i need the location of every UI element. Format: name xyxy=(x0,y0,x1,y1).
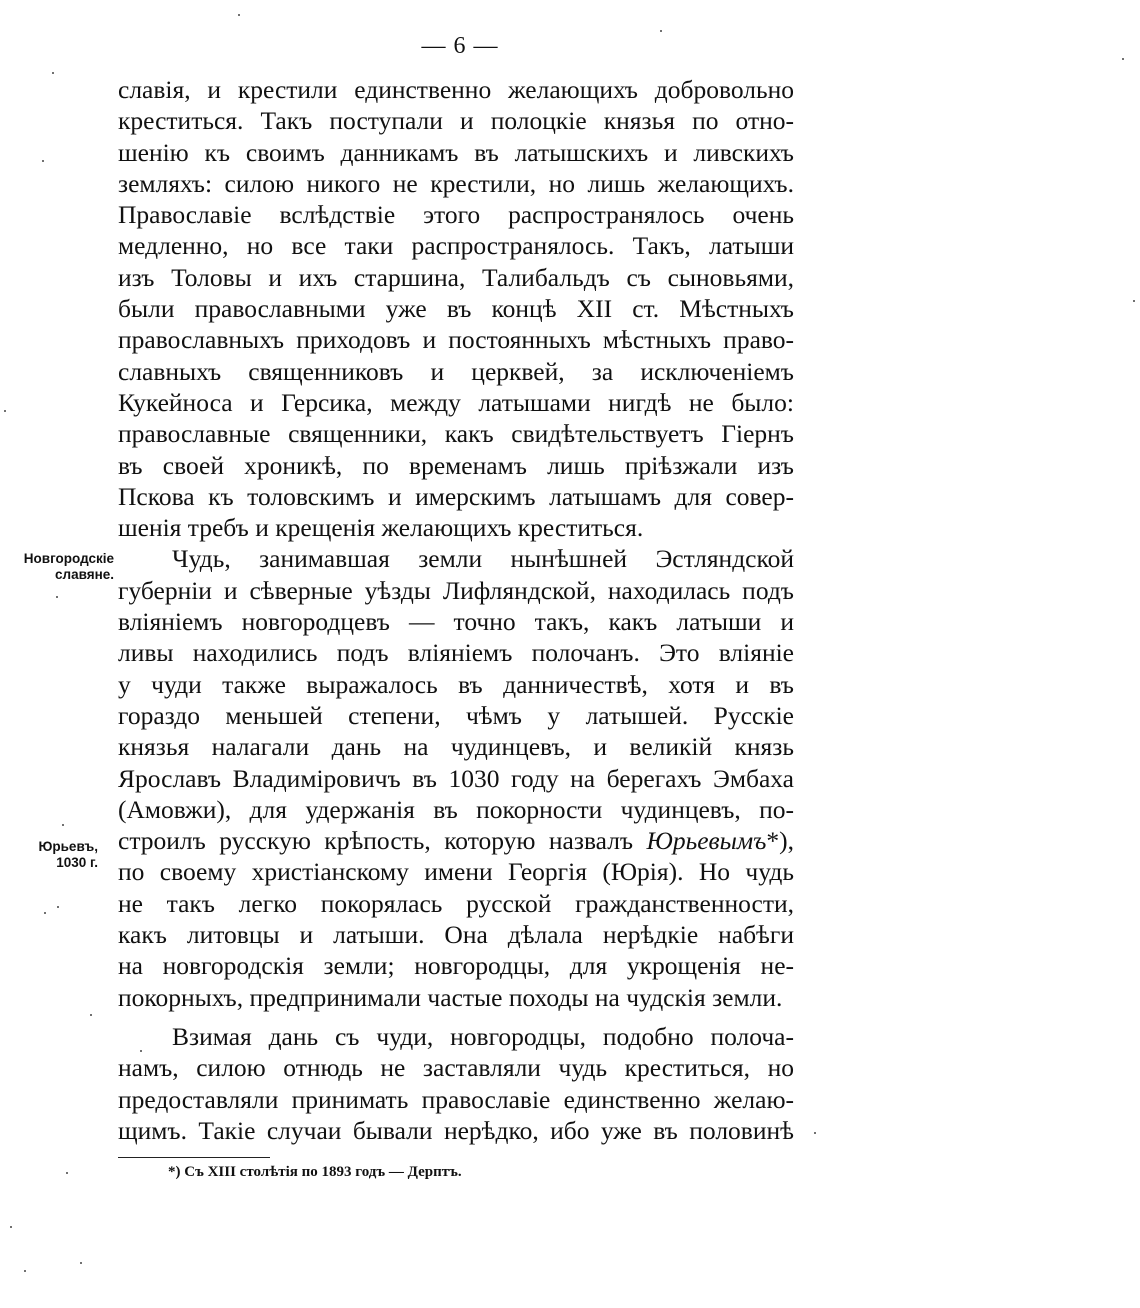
text-line: шенія требъ и крещенія желающихъ креститься. xyxy=(118,513,644,543)
scan-speck xyxy=(4,410,6,412)
scan-speck xyxy=(10,1226,12,1228)
text-line: намъ, силою отнюдь не заставляли чудь креститься, но xyxy=(118,1053,794,1083)
text-line: какъ литовцы и латыши. Она дѣлала нерѣдкіе набѣги xyxy=(118,920,794,950)
scan-speck xyxy=(42,160,44,162)
scan-speck xyxy=(80,1262,82,1264)
text-line: на новгородскія земли; новгородцы, для укрощенія не- xyxy=(118,951,794,981)
body-text xyxy=(118,74,794,1146)
scan-speck xyxy=(62,824,64,826)
text-line: губерніи и сѣверные уѣзды Лифляндской, находилась подъ xyxy=(118,575,794,605)
footnote-divider xyxy=(118,1157,270,1158)
scan-speck xyxy=(66,1172,68,1174)
text-line: по своему христіанскому имени Георгія (Юрія). Но чудь xyxy=(118,857,794,887)
text-line: щимъ. Такіе случаи бывали нерѣдко, ибо уже въ половинѣ xyxy=(118,1115,794,1145)
text-line: православные священники, какъ свидѣтельствуетъ Гіернъ xyxy=(118,419,794,449)
text-line: изъ Толовы и ихъ старшина, Талибальдъ съ сыновьями, xyxy=(118,262,794,292)
footnote-marker: *), xyxy=(766,826,794,856)
text-line: у чуди также выражалось въ данничествѣ, хотя и въ xyxy=(118,669,794,699)
text-line: шенію къ своимъ данникамъ въ латышскихъ и ливскихъ xyxy=(118,137,794,167)
margin-note-novgorod-slavs: Новгородскіе славяне. xyxy=(23,551,114,582)
text-line: (Амовжи), для удержанія въ покорности чудинцевъ, по- xyxy=(118,794,794,824)
text-line: вліяніемъ новгородцевъ — точно такъ, какъ латыши и xyxy=(118,607,794,637)
text-line: Православіе вслѣдствіе этого распространялось очень xyxy=(118,200,794,230)
text-segment: строилъ русскую крѣпость, которую назвалъ xyxy=(118,826,647,856)
page-number: — 6 — xyxy=(421,33,499,59)
text-line: не такъ легко покорялась русской гражданственности, xyxy=(118,888,794,918)
text-line: Чудь, занимавшая земли нынѣшней Эстляндской xyxy=(172,544,794,574)
scan-speck xyxy=(1133,300,1135,302)
scan-speck xyxy=(140,1050,142,1052)
text-line: гораздо меньшей степени, чѣмъ у латышей. Русскіе xyxy=(118,700,794,730)
text-line: въ своей хроникѣ, по временамъ лишь пріѣзжали изъ xyxy=(118,450,794,480)
scan-speck xyxy=(57,906,59,908)
text-line: покорныхъ, предпринимали частые походы на чудскія земли. xyxy=(118,982,783,1012)
text-line: Кукейноса и Герсика, между латышами нигдѣ не было: xyxy=(118,387,794,417)
text-line: были православными уже въ концѣ XII ст. Мѣстныхъ xyxy=(118,294,794,324)
footnote: *) Съ XIII столѣтія по 1893 годъ — Дерптъ. xyxy=(168,1164,462,1180)
text-line: князья налагали дань на чудинцевъ, и великій князь xyxy=(118,732,794,762)
scan-speck xyxy=(56,596,58,598)
scan-speck xyxy=(24,1270,26,1272)
text-line: предоставляли принимать православіе единственно желаю- xyxy=(118,1084,794,1114)
text-line: земляхъ: силою никого не крестили, но лишь желающихъ. xyxy=(118,168,794,198)
text-line: Пскова къ толовскимъ и имерскимъ латышамъ для совер- xyxy=(118,481,794,511)
margin-note-yuryev-1030: Юрьевъ, 1030 г. xyxy=(38,839,98,870)
text-line: православныхъ приходовъ и постоянныхъ мѣстныхъ право- xyxy=(118,325,794,355)
text-line: креститься. Такъ поступали и полоцкіе князья по отно- xyxy=(118,106,794,136)
text-line: Взимая дань съ чуди, новгородцы, подобно полоча- xyxy=(172,1021,794,1051)
text-line: славныхъ священниковъ и церквей, за исключеніемъ xyxy=(118,356,794,386)
text-line: ливы находились подъ вліяніемъ полочанъ. Это вліяніе xyxy=(118,638,794,668)
text-line: славія, и крестили единственно желающихъ добровольно xyxy=(118,75,794,104)
scan-speck xyxy=(90,1014,92,1016)
scan-speck xyxy=(44,912,46,914)
scan-speck xyxy=(238,14,240,16)
scan-speck xyxy=(1122,58,1124,60)
scan-speck xyxy=(814,1132,816,1134)
text-line: медленно, но все таки распространялось. Такъ, латыши xyxy=(118,231,794,261)
italic-place-name: Юрьевымъ xyxy=(646,826,767,856)
text-line-with-italic xyxy=(118,825,794,856)
scan-speck xyxy=(660,30,662,32)
scan-speck xyxy=(52,72,54,74)
text-line: Ярославъ Владиміровичъ въ 1030 году на берегахъ Эмбаха xyxy=(118,763,794,793)
